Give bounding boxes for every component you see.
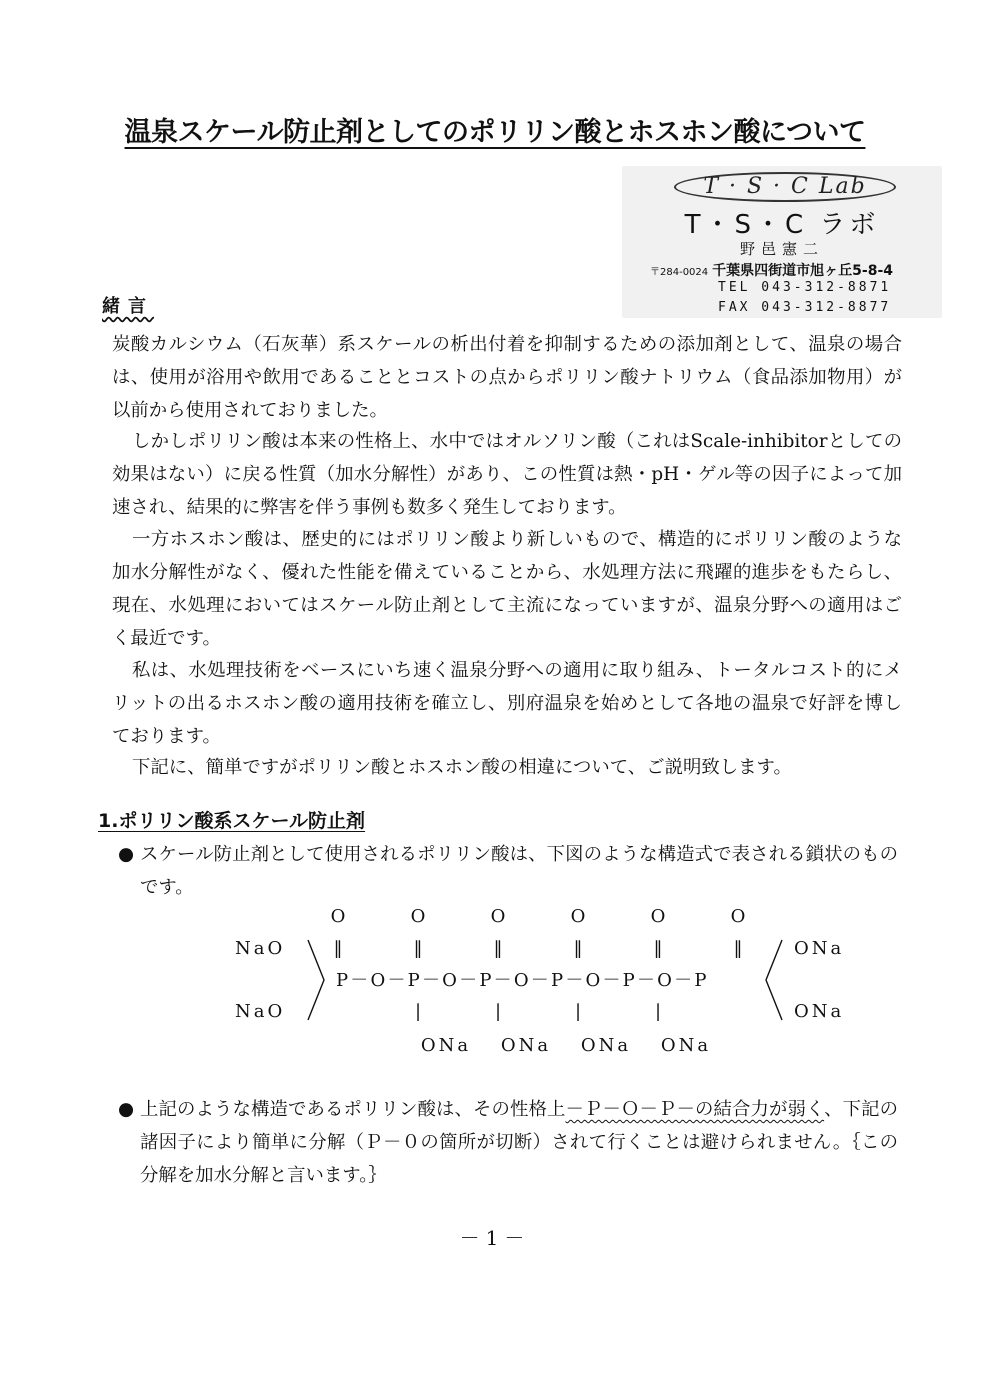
company-logo: T · S · C Lab xyxy=(703,174,867,199)
formula-double-bond-2: ‖ xyxy=(413,938,423,959)
bullet-text-2-emphasis: －Ｐ－Ｏ－Ｐ－の結合力が弱く xyxy=(565,1099,825,1120)
formula-top-o-1: O xyxy=(330,906,346,927)
intro-paragraph-1: 炭酸カルシウム（石灰華）系スケールの析出付着を抑制するための添加剤として、温泉の場合は、使用が浴用や飲用であることとコストの点からポリリン酸ナトリウム（食品添加物用）が以前から使用されておりました。 xyxy=(112,334,902,421)
formula-right-top-group: ONa xyxy=(794,938,845,959)
company-stamp xyxy=(622,166,942,318)
formula-chain: P－O－P－O－P－O－P－O－P－O－P xyxy=(336,970,709,991)
formula-side-group-2: ONa xyxy=(500,1035,552,1056)
bullet-item-1 xyxy=(118,838,898,904)
formula-top-o-5: O xyxy=(650,906,666,927)
contact-person: 野邑憲二 xyxy=(739,240,824,258)
bullet-icon: ● xyxy=(118,1099,135,1120)
formula-left-bracket xyxy=(308,940,324,1020)
company-address xyxy=(650,260,893,280)
intro-paragraph-5: 下記に、簡単ですがポリリン酸とホスホン酸の相違について、ご説明致します。 xyxy=(132,757,792,778)
formula-top-o-4: O xyxy=(570,906,586,927)
bullet-item-2 xyxy=(118,1093,898,1192)
page-title: 温泉スケール防止剤としてのポリリン酸とホスホン酸について xyxy=(124,117,866,148)
intro-paragraph-4: 私は、水処理技術をベースにいち速く温泉分野への適用に取り組み、トータルコスト的にメリットの出るホスホン酸の適用技術を確立し、別府温泉を始めとして各地の温泉で好評を博しております。 xyxy=(112,660,902,747)
formula-right-bracket xyxy=(766,940,782,1020)
formula-double-bond-6: ‖ xyxy=(733,938,743,959)
formula-double-bond-1: ‖ xyxy=(333,938,343,959)
formula-side-group-4: ONa xyxy=(660,1035,712,1056)
formula-single-bond-1: | xyxy=(414,1001,422,1022)
formula-side-group-3: ONa xyxy=(580,1035,632,1056)
formula-single-bond-4: | xyxy=(654,1001,662,1022)
postal-code: 〒284-0024 xyxy=(650,267,709,278)
formula-top-o-2: O xyxy=(410,906,426,927)
formula-double-bond-4: ‖ xyxy=(573,938,583,959)
formula-left-bottom-group: NaO xyxy=(235,1001,286,1022)
bullet-icon: ● xyxy=(118,844,135,865)
formula-top-o-6: O xyxy=(730,906,746,927)
address-text: 千葉県四街道市旭ヶ丘5-8-4 xyxy=(712,263,894,279)
polyphosphate-structural-formula xyxy=(220,900,870,1060)
bullet-text-1: スケール防止剤として使用されるポリリン酸は、下図のような構造式で表される鎖状のものです。 xyxy=(140,844,898,898)
formula-left-top-group: NaO xyxy=(235,938,286,959)
page-number: －1－ xyxy=(459,1226,531,1250)
section-1-heading: 1.ポリリン酸系スケール防止剤 xyxy=(98,810,366,832)
bullet-text-2 xyxy=(140,1093,898,1192)
intro-paragraph-2: しかしポリリン酸は本来の性格上、水中ではオルソリン酸（これはScale-inhibitorとしての効果はない）に戻る性質（加水分解性）があり、この性質は熱・pH・ゲル等の因子によって加速され、結果的に弊害を伴う事例も数多く発生しております。 xyxy=(112,431,902,518)
bullet-text-2-pre: 上記のような構造であるポリリン酸は、その性格上 xyxy=(140,1099,566,1120)
formula-top-o-3: O xyxy=(490,906,506,927)
formula-single-bond-3: | xyxy=(574,1001,582,1022)
formula-single-bond-2: | xyxy=(494,1001,502,1022)
formula-double-bond-5: ‖ xyxy=(653,938,663,959)
intro-heading: 緒言 xyxy=(102,296,154,317)
fax-number: FAX 043-312-8877 xyxy=(718,300,892,315)
intro-paragraph-3: 一方ホスホン酸は、歴史的にはポリリン酸より新しいもので、構造的にポリリン酸のような加水分解性がなく、優れた性能を備えていることから、水処理方法に飛躍的進歩をもたらし、現在、水処理においてはスケール防止剤として主流になっていますが、温泉分野への適用はごく最近です。 xyxy=(112,529,902,649)
company-name: T・S・C ラボ xyxy=(684,210,880,240)
formula-double-bond-3: ‖ xyxy=(493,938,503,959)
formula-right-bottom-group: ONa xyxy=(794,1001,845,1022)
bullet-text-2-post: 、下記の諸因子により簡単に分解（Ｐ－０の箇所が切断）されて行くことは避けられません。｛この分解を加水分解と言います。｝ xyxy=(140,1099,898,1186)
phone-number: TEL 043-312-8871 xyxy=(718,280,892,295)
formula-side-group-1: ONa xyxy=(420,1035,472,1056)
